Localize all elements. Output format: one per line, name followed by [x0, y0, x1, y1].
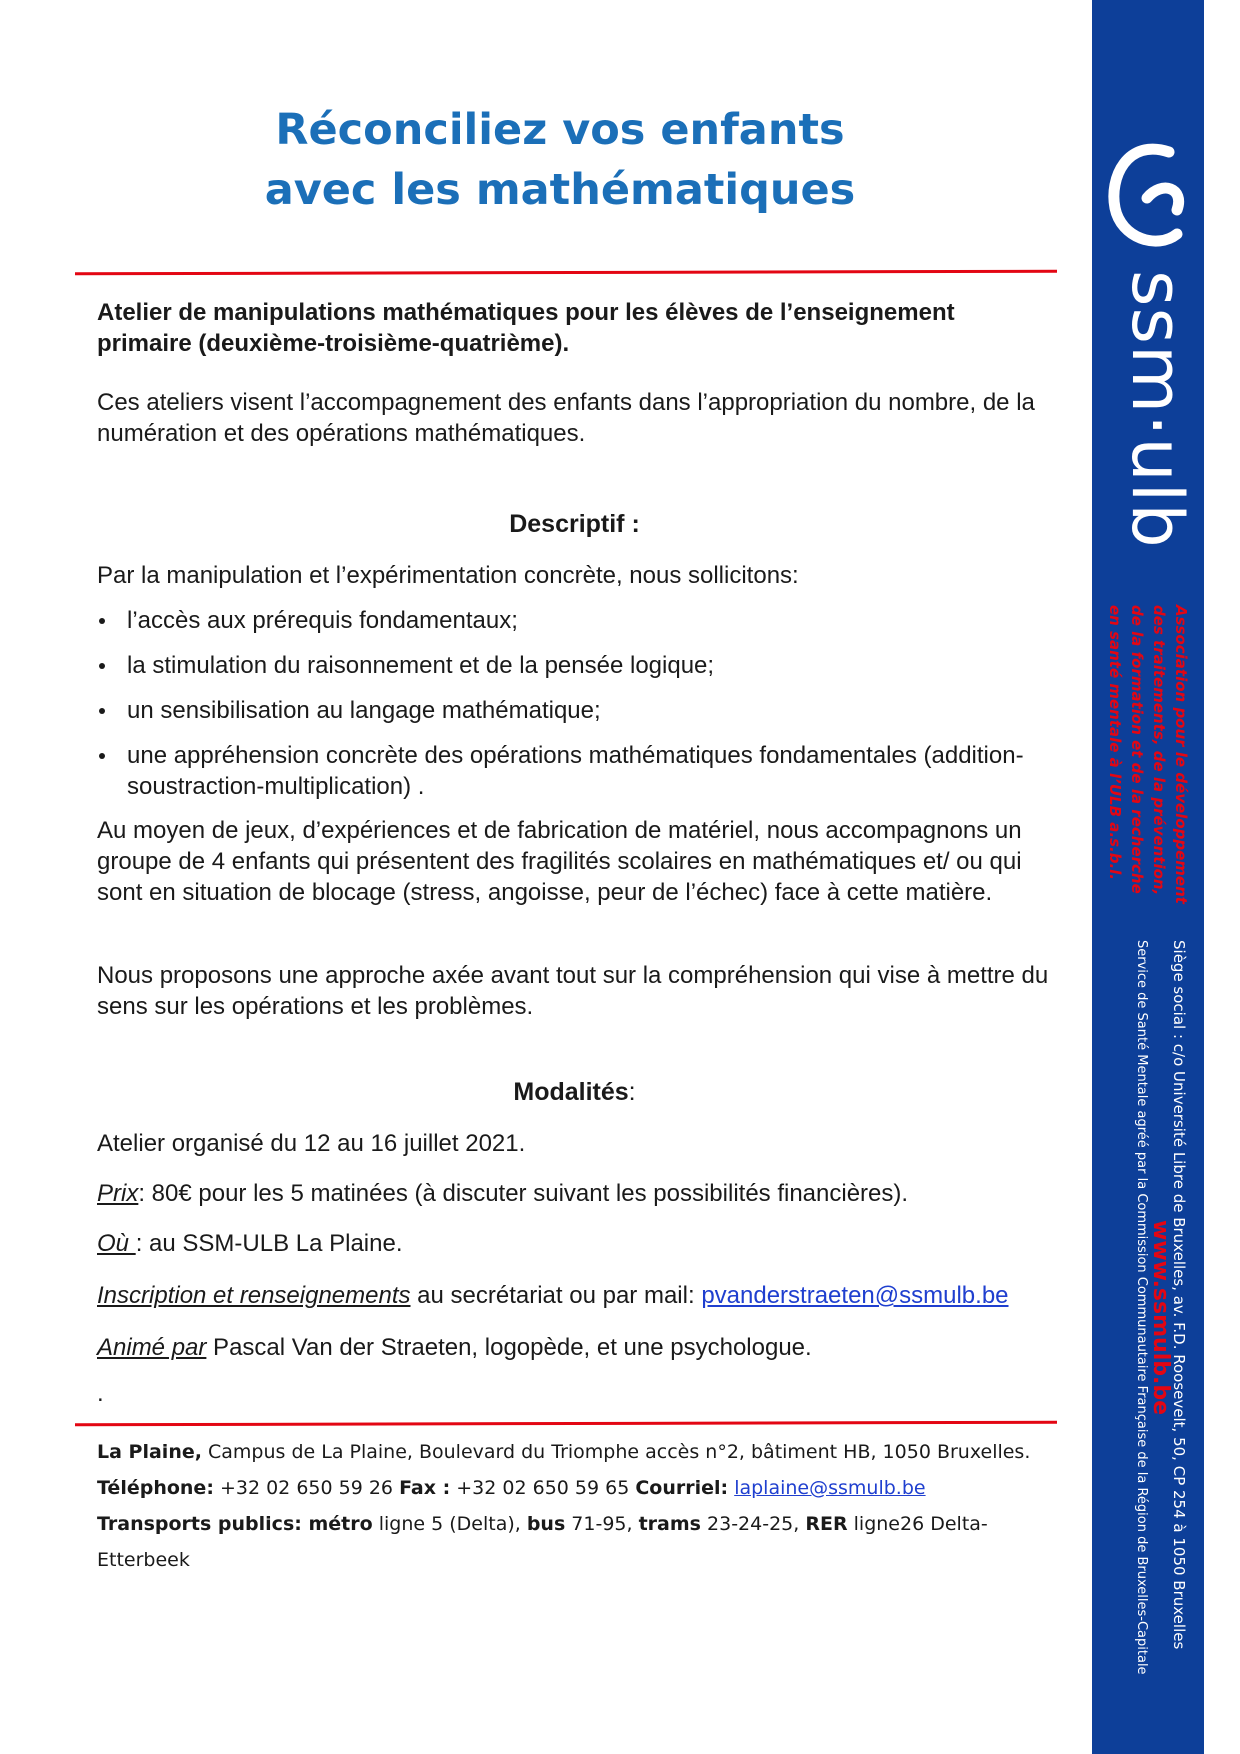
siege-social: Siège social : c/o Université Libre de Bruxelles, av. F.D. Roosevelt, 50, CP 254 à 1050 Bruxelles — [1170, 940, 1188, 1650]
descriptif-heading: Descriptif : — [509, 510, 640, 538]
bullet-item — [97, 695, 1052, 726]
inscription-label: Inscription et renseignements — [97, 1282, 411, 1309]
title-line-2: avec les mathématiques — [264, 165, 856, 215]
rer-value: ligne26 Delta-Etterbeek — [97, 1513, 988, 1571]
modalites-heading — [97, 1078, 1052, 1107]
bullet-dot-icon — [99, 663, 105, 669]
footer — [97, 1434, 1057, 1578]
descriptif-para-2: Nous proposons une approche axée avant tout sur la compréhension qui vise à mettre du sens sur les opérations et les problèmes. — [97, 962, 1049, 1020]
descriptif-lead: Par la manipulation et l’expérimentation concrète, nous sollicitons: — [97, 562, 799, 589]
modalites-ou — [97, 1228, 1052, 1259]
association-text — [1104, 605, 1192, 904]
prix-text: : 80€ pour les 5 matinées (à discuter suivant les possibilités financières). — [138, 1180, 909, 1207]
bus-label: bus — [526, 1513, 566, 1535]
association-line: de la formation et de la recherche — [1128, 605, 1146, 894]
modalites-heading-colon: : — [628, 1078, 636, 1106]
trams-label: trams — [638, 1513, 701, 1535]
intro-bold: Atelier de manipulations mathématiques pour les élèves de l’enseignement primaire (deuxième-troisième-quatrième). — [97, 299, 955, 357]
bullet-item — [97, 605, 1052, 636]
bullet-dot-icon — [99, 753, 105, 759]
descriptif-para-1: Au moyen de jeux, d’expériences et de fabrication de matériel, nous accompagnons un groupe de 4 enfants qui présentent des fragilités scolaires en mathématiques et/ ou qui sont en situation de blocage (stress, angoisse, peur de l’échec) face à cette matière. — [97, 817, 1022, 906]
bullet-text: une appréhension concrète des opérations mathématiques fondamentales (addition- soustraction-multiplication) . — [127, 742, 1024, 800]
modalites-prix — [97, 1178, 1052, 1209]
intro-paragraph: Ces ateliers visent l’accompagnement des enfants dans l’appropriation du nombre, de la numération et des opérations mathématiques. — [97, 389, 1035, 447]
descriptif-bullets — [97, 605, 1052, 816]
association-line: en santé mentale à l’ULB a.s.b.l. — [1106, 605, 1124, 880]
bullet-item — [97, 650, 1052, 681]
bus-value: 71-95, — [565, 1513, 639, 1535]
modalites-anime — [97, 1332, 1052, 1363]
bullet-dot-icon — [99, 708, 105, 714]
top-divider — [75, 270, 1057, 276]
modalites-heading-text: Modalités — [513, 1078, 629, 1106]
fax-value: +32 02 650 59 65 — [450, 1477, 636, 1499]
tel-value: +32 02 650 59 26 — [213, 1477, 400, 1499]
bullet-text: un sensibilisation au langage mathématique; — [127, 697, 601, 724]
anime-text: Pascal Van der Straeten, logopède, et une psychologue. — [206, 1334, 812, 1361]
bottom-divider — [75, 1421, 1057, 1427]
modalites-inscription — [97, 1280, 1052, 1311]
bullet-text: l’accès aux prérequis fondamentaux; — [127, 607, 518, 634]
modalites-dot: . — [97, 1380, 104, 1407]
right-margin — [1204, 0, 1240, 1754]
footer-transports — [97, 1506, 1057, 1578]
inscription-text: au secrétariat ou par mail: — [410, 1282, 702, 1309]
inscription-email-link[interactable]: pvanderstraeten@ssmulb.be — [701, 1282, 1009, 1309]
association-line: Association pour le développement — [1172, 605, 1190, 904]
modalites-dates: Atelier organisé du 12 au 16 juillet 2021. — [97, 1130, 526, 1157]
transports-label: Transports publics: métro — [97, 1513, 373, 1535]
bullet-dot-icon — [99, 618, 105, 624]
courriel-link[interactable]: laplaine@ssmulb.be — [734, 1477, 926, 1499]
footer-location: La Plaine, — [97, 1441, 202, 1463]
ou-label: Où — [97, 1230, 136, 1257]
anime-label: Animé par — [97, 1334, 207, 1361]
website-link[interactable]: www.ssmulb.be — [1148, 1220, 1173, 1416]
bullet-text: la stimulation du raisonnement et de la pensée logique; — [127, 652, 715, 679]
ou-text: : au SSM-ULB La Plaine. — [135, 1230, 403, 1257]
ssmulb-logo-icon — [1107, 138, 1187, 258]
agrement-text: Service de Santé Mentale agréé par la Commission Communautaire Française de la Région de Bruxelles-Capitale — [1134, 940, 1149, 1675]
trams-value: 23-24-25, — [700, 1513, 806, 1535]
association-line: des traitements, de la prévention, — [1150, 605, 1168, 896]
fax-label: Fax : — [399, 1477, 451, 1499]
rer-label: RER — [805, 1513, 848, 1535]
logo-text: ssm·ulb — [1116, 270, 1198, 549]
side-band — [1092, 0, 1204, 1754]
tel-label: Téléphone: — [97, 1477, 214, 1499]
title-line-1: Réconciliez vos enfants — [275, 105, 845, 155]
bullet-item — [97, 740, 1052, 802]
footer-address-text: Campus de La Plaine, Boulevard du Triomphe accès n°2, bâtiment HB, 1050 Bruxelles. — [201, 1441, 1031, 1463]
metro-value: ligne 5 (Delta), — [372, 1513, 527, 1535]
courriel-label: Courriel: — [635, 1477, 729, 1499]
page-title — [60, 100, 1060, 220]
footer-address — [97, 1434, 1057, 1470]
footer-contact — [97, 1470, 1057, 1506]
prix-label: Prix — [97, 1180, 139, 1207]
